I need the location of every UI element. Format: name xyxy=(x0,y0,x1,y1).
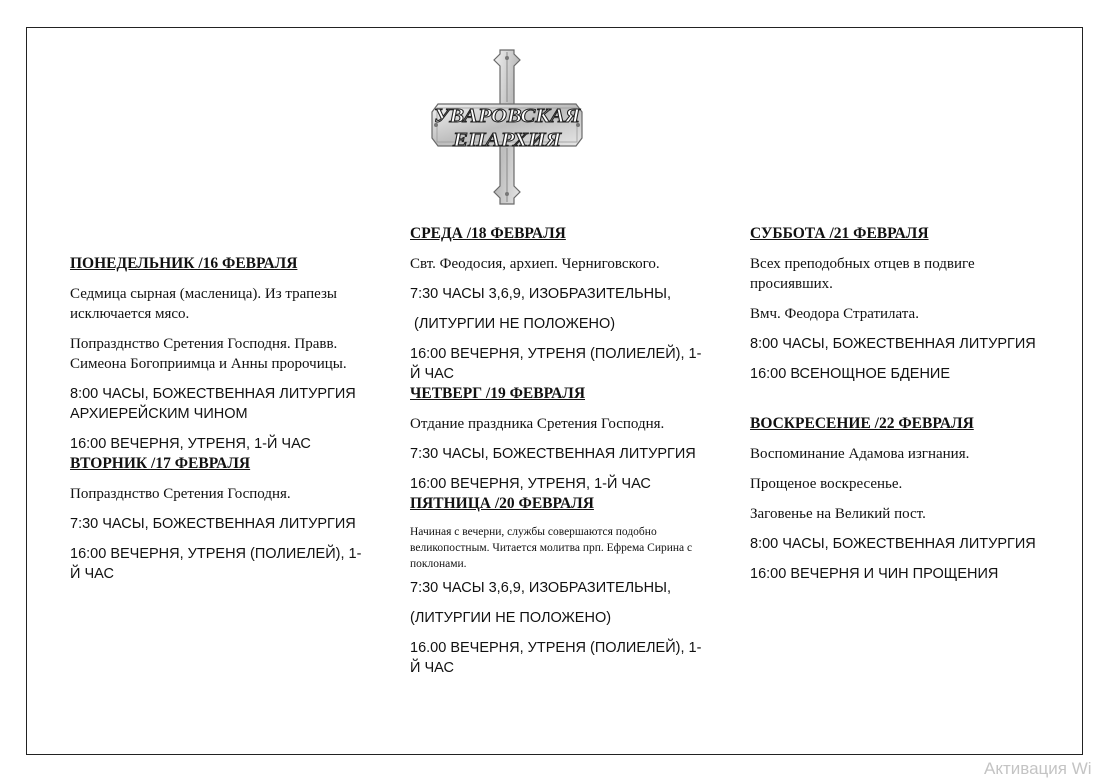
friday-service-2: (ЛИТУРГИИ НЕ ПОЛОЖЕНО) xyxy=(410,610,612,626)
day-title-sunday: ВОСКРЕСЕНИЕ /22 ФЕВРАЛЯ xyxy=(750,415,974,432)
monday-service-2: 16:00 ВЕЧЕРНЯ, УТРЕНЯ, 1-Й ЧАС xyxy=(70,436,311,452)
column-2 xyxy=(410,224,710,678)
monday-note-1: Седмица сырная (масленица). Из трапезы исключается мясо. xyxy=(70,286,337,322)
day-title-monday: ПОНЕДЕЛЬНИК /16 ФЕВРАЛЯ xyxy=(70,255,298,272)
eparchy-cross-logo xyxy=(428,46,586,206)
friday-service-1: 7:30 ЧАСЫ 3,6,9, ИЗОБРАЗИТЕЛЬНЫ, xyxy=(410,580,672,596)
sunday-note-2: Прощеное воскресенье. xyxy=(750,476,903,492)
thursday-note-1: Отдание праздника Сретения Господня. xyxy=(410,416,665,432)
sunday-note-3: Заговенье на Великий пост. xyxy=(750,506,926,522)
sunday-service-2: 16:00 ВЕЧЕРНЯ И ЧИН ПРОЩЕНИЯ xyxy=(750,566,999,582)
thursday-service-1: 7:30 ЧАСЫ, БОЖЕСТВЕННАЯ ЛИТУРГИЯ xyxy=(410,446,696,462)
tuesday-service-2: 16:00 ВЕЧЕРНЯ, УТРЕНЯ (ПОЛИЕЛЕЙ), 1-Й ЧАС xyxy=(70,546,362,582)
column-3 xyxy=(750,224,1050,584)
monday-service-1: 8:00 ЧАСЫ, БОЖЕСТВЕННАЯ ЛИТУРГИЯ АРХИЕРЕЙСКИМ ЧИНОМ xyxy=(70,386,356,422)
monday-note-2: Попразднство Сретения Господня. Правв. Симеона Богоприимца и Анны пророчицы. xyxy=(70,336,347,372)
thursday-service-2: 16:00 ВЕЧЕРНЯ, УТРЕНЯ, 1-Й ЧАС xyxy=(410,476,651,492)
wednesday-note-1: Свт. Феодосия, архиеп. Черниговского. xyxy=(410,256,660,272)
wednesday-service-3: 16:00 ВЕЧЕРНЯ, УТРЕНЯ (ПОЛИЕЛЕЙ), 1-Й ЧАС xyxy=(410,346,702,382)
friday-note-1: Начиная с вечерни, службы совершаются подобно великопостным. Читается молитва прп. Ефрема Сирина с поклонами. xyxy=(410,526,693,570)
windows-activation-watermark: Активация Wi xyxy=(984,759,1092,778)
day-title-thursday: ЧЕТВЕРГ /19 ФЕВРАЛЯ xyxy=(410,385,586,402)
day-title-saturday: СУББОТА /21 ФЕВРАЛЯ xyxy=(750,225,929,242)
wednesday-service-2: (ЛИТУРГИИ НЕ ПОЛОЖЕНО) xyxy=(410,316,616,332)
logo-line-1: УВАРОВСКАЯ xyxy=(434,105,582,127)
tuesday-note-1: Попразднство Сретения Господня. xyxy=(70,486,291,502)
day-title-wednesday: СРЕДА /18 ФЕВРАЛЯ xyxy=(410,225,566,242)
wednesday-service-1: 7:30 ЧАСЫ 3,6,9, ИЗОБРАЗИТЕЛЬНЫ, xyxy=(410,286,672,302)
tuesday-service-1: 7:30 ЧАСЫ, БОЖЕСТВЕННАЯ ЛИТУРГИЯ xyxy=(70,516,356,532)
saturday-service-1: 8:00 ЧАСЫ, БОЖЕСТВЕННАЯ ЛИТУРГИЯ xyxy=(750,336,1036,352)
column-1 xyxy=(70,254,370,584)
logo-line-2: ЕПАРХИЯ xyxy=(451,129,563,151)
sunday-service-1: 8:00 ЧАСЫ, БОЖЕСТВЕННАЯ ЛИТУРГИЯ xyxy=(750,536,1036,552)
friday-service-3: 16.00 ВЕЧЕРНЯ, УТРЕНЯ (ПОЛИЕЛЕЙ), 1-Й ЧАС xyxy=(410,640,702,676)
day-title-tuesday: ВТОРНИК /17 ФЕВРАЛЯ xyxy=(70,455,251,472)
saturday-service-2: 16:00 ВСЕНОЩНОЕ БДЕНИЕ xyxy=(750,366,951,382)
day-title-friday: ПЯТНИЦА /20 ФЕВРАЛЯ xyxy=(410,495,594,512)
saturday-note-2: Вмч. Феодора Стратилата. xyxy=(750,306,919,322)
sunday-note-1: Воспоминание Адамова изгнания. xyxy=(750,446,970,462)
saturday-note-1: Всех преподобных отцев в подвиге просиявших. xyxy=(750,256,975,292)
